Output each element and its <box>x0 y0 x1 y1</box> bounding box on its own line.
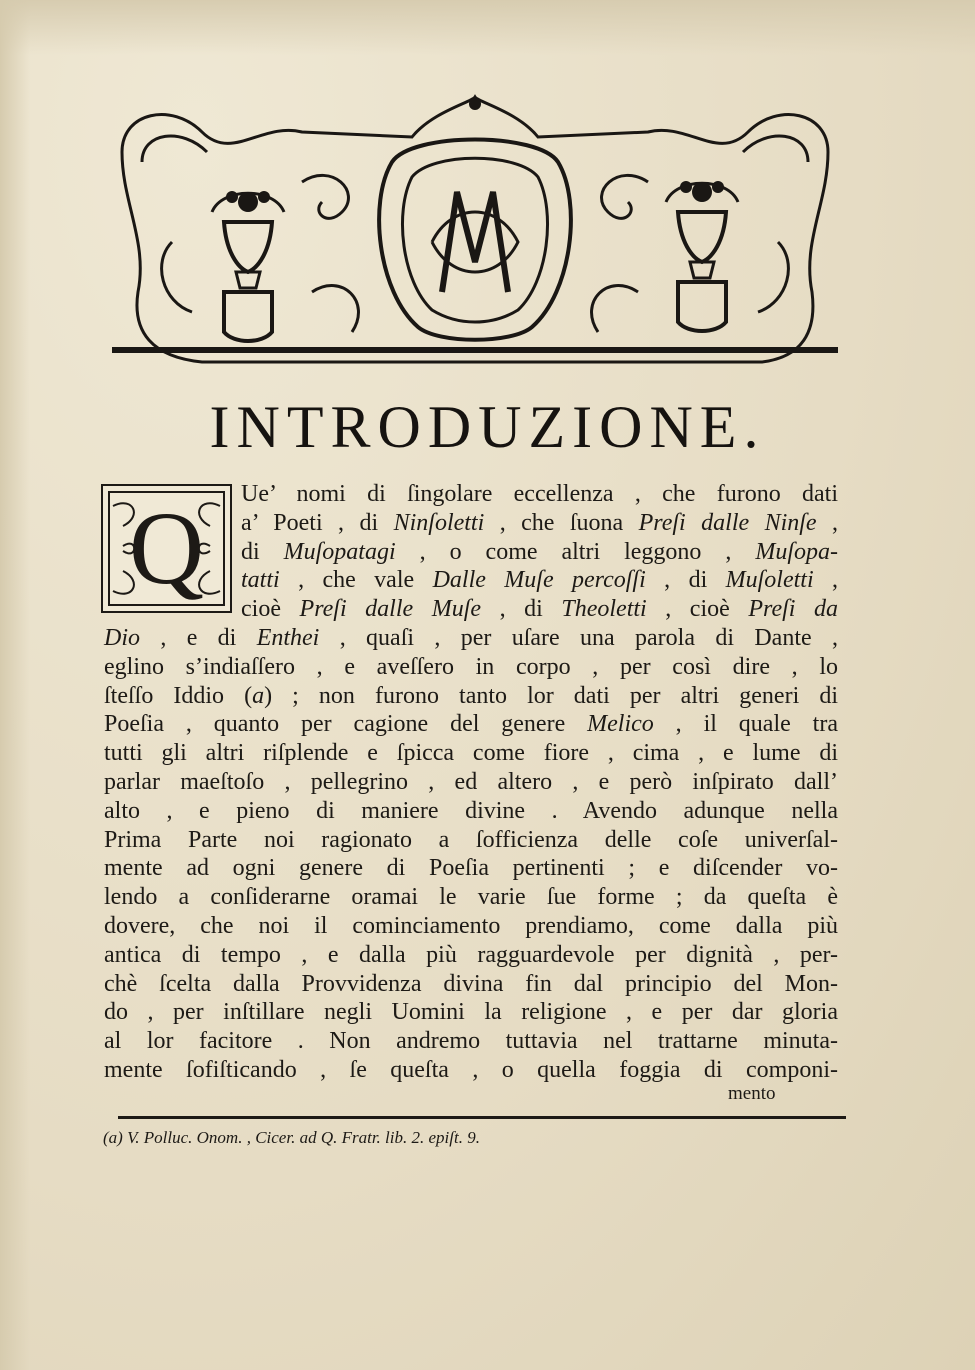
catchword: mento <box>728 1083 776 1104</box>
text-line <box>241 509 838 537</box>
italic-segment: Preſi da <box>748 596 838 623</box>
text-segment: ſteſſo Iddio ( <box>104 682 253 709</box>
text-segment: , quaſi , per uſare una parola di Dante , <box>319 625 838 651</box>
text-line <box>104 797 838 825</box>
text-segment: do , per inſtillare negli Uomini la religione , e per dar gloria <box>104 999 838 1026</box>
page-edge-shadow <box>0 0 975 55</box>
text-line <box>104 653 838 681</box>
text-segment: alto , e pieno di maniere divine . Avendo adunque nella <box>104 797 838 824</box>
text-segment: eglino s’indiaſſero , e aveſſero in corpo , per così dire , lo <box>104 653 838 680</box>
text-line <box>104 941 838 969</box>
text-segment: ) ; non furono tanto lor dati per altri generi di <box>264 682 838 709</box>
italic-segment: Melico <box>587 711 654 738</box>
text-line <box>104 739 838 767</box>
text-line <box>241 538 838 566</box>
text-segment: Ue’ nomi di ſingolare eccellenza , che furono dati <box>241 481 838 507</box>
text-segment: tutti gli altri riſplende e ſpicca come fiore , cima , e lume di <box>104 740 838 767</box>
text-line <box>104 912 838 940</box>
text-segment: , il quale tra <box>653 711 838 738</box>
text-line <box>241 480 838 508</box>
text-line <box>104 624 838 652</box>
ornamental-headpiece <box>112 92 838 372</box>
text-line <box>104 970 838 998</box>
text-segment: mente ſofiſticando , ſe queſta , o quella foggia di componi- <box>104 1057 838 1083</box>
italic-segment: Theoletti <box>561 596 647 623</box>
text-segment: , o come altri leggono , <box>395 538 756 565</box>
text-line <box>104 710 838 738</box>
page-edge-shadow-left <box>0 0 30 1370</box>
text-segment: di <box>241 538 284 565</box>
text-segment: , che vale <box>279 567 433 594</box>
italic-segment: Preſi dalle Muſe <box>299 596 482 623</box>
text-line <box>241 595 838 623</box>
text-segment: , che ſuona <box>484 509 639 536</box>
text-segment: lendo a conſiderarne oramai le varie ſue forme ; da queſta è <box>104 884 838 911</box>
text-segment: Prima Parte noi ragionato a ſofficienza delle coſe univerſal- <box>104 826 838 853</box>
text-line <box>104 1056 838 1084</box>
text-segment: cioè <box>241 596 300 623</box>
text-line <box>104 682 838 710</box>
italic-segment: tatti <box>241 567 280 594</box>
italic-segment: Dalle Muſe percoſſi <box>432 567 646 594</box>
text-line <box>104 854 838 882</box>
italic-segment: a <box>252 682 265 709</box>
drop-cap-letter: Q <box>128 491 205 606</box>
footnote-rule <box>118 1116 846 1119</box>
text-segment: , e di <box>140 625 257 651</box>
text-segment: , di <box>481 596 562 623</box>
text-segment: mente ad ogni genere di Poeſia pertinenti ; e diſcender vo- <box>104 855 838 882</box>
italic-segment: Muſoletti <box>725 567 814 594</box>
italic-segment: Ninſoletti <box>393 509 485 536</box>
italic-segment: Enthei <box>256 625 320 651</box>
text-segment: , cioè <box>646 596 749 623</box>
text-segment: a’ Poeti , di <box>241 509 394 536</box>
italic-segment: Muſopa- <box>755 538 838 565</box>
text-segment: Poeſia , quanto per cagione del genere <box>104 711 588 738</box>
text-segment: , <box>816 509 839 536</box>
text-segment: , di <box>645 567 726 594</box>
text-segment: chè ſcelta dalla Provvidenza divina fin dal principio del Mon- <box>104 970 838 997</box>
text-segment: , <box>813 567 839 594</box>
italic-segment: Dio <box>104 625 140 651</box>
text-line <box>104 998 838 1026</box>
footnote: (a) V. Polluc. Onom. , Cicer. ad Q. Fratr. lib. 2. epiſt. 9. <box>103 1128 480 1147</box>
italic-segment: Muſopatagi <box>283 538 396 565</box>
chapter-title: INTRODUZIONE. <box>209 394 766 460</box>
text-line <box>104 1027 838 1055</box>
text-segment: dovere, che noi il cominciamento prendiamo, come dalla più <box>104 913 838 939</box>
text-line <box>104 826 838 854</box>
text-line <box>104 883 838 911</box>
decorated-initial <box>101 484 232 613</box>
text-line <box>104 768 838 796</box>
text-segment: al lor facitore . Non andremo tuttavia nel trattarne minuta- <box>104 1028 838 1055</box>
text-line <box>241 566 838 594</box>
text-segment: parlar maeſtoſo , pellegrino , ed altero , e però inſpirato dall’ <box>104 769 838 795</box>
italic-segment: Preſi dalle Ninſe <box>638 509 817 536</box>
text-segment: antica di tempo , e dalla più ragguardevole per dignità , per- <box>104 941 838 968</box>
